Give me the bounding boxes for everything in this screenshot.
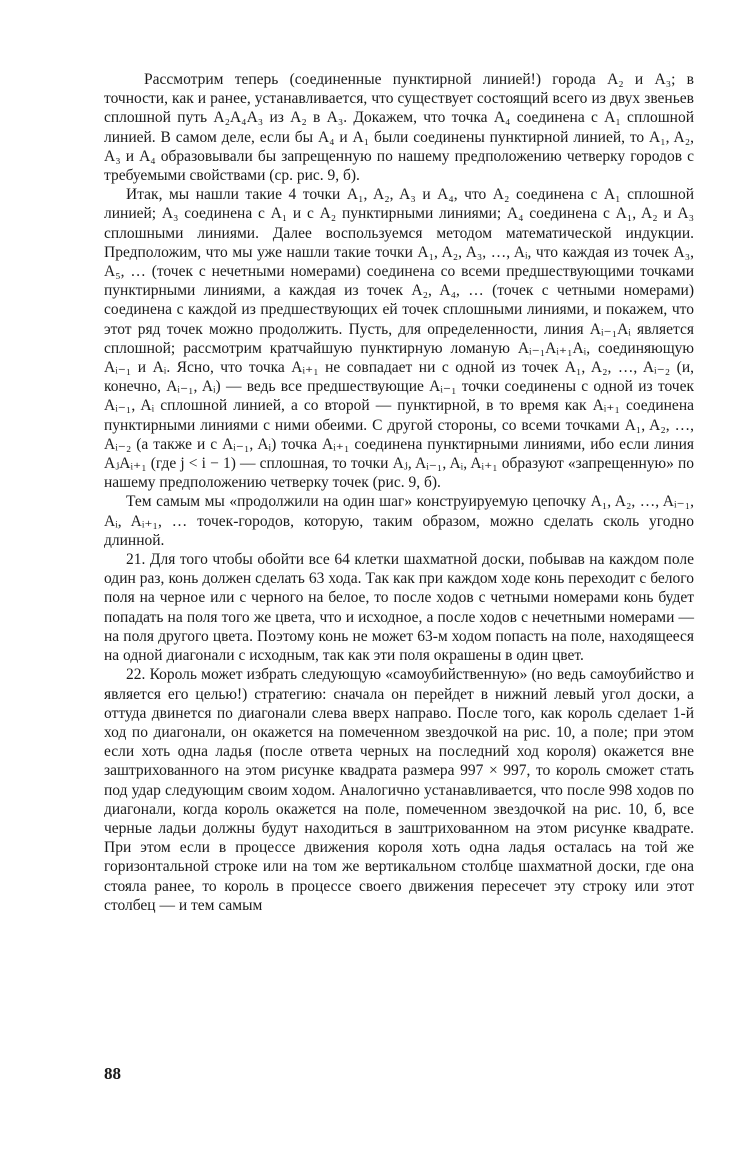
- paragraph-1: Рассмотрим теперь (соединенные пунктирной линией!) города A₂ и A₃; в точности, как и ранее, устанавливается, что существует состоящий всего из двух звеньев сплошной путь A₂A₄A₃ из A₂ в A₃. Докажем, что точка A₄ соединена с A₁ сплошной линией. В самом деле, если бы A₄ и A₁ были соединены пунктирной линией, то A₁, A₂, A₃ и A₄ образовывали бы запрещенную по нашему предположению четверку городов с требуемыми свойствами (ср. рис. 9, б).: [104, 71, 694, 185]
- page-number: 88: [104, 1064, 121, 1083]
- paragraph-2: Итак, мы нашли такие 4 точки A₁, A₂, A₃ и A₄, что A₂ соединена с A₁ сплошной линией; A₃ соединена с A₁ и с A₂ пунктирными линиями; A₄ соединена с A₁, A₂ и A₃ сплошными линиями. Далее воспользуемся методом математической индукции. Предположим, что мы уже нашли такие точки A₁, A₂, A₃, …, Aᵢ, что каждая из точек A₃, A₅, … (точек с нечетными номерами) соединена со всеми предшествующими точками пунктирными линиями, а каждая из точек A₂, A₄, … (точек с четными номерами) соединена с каждой из предшествующих ей точек сплошными линиями, и покажем, что этот ряд точек можно продолжить. Пусть, для определенности, линия Aᵢ₋₁Aᵢ является сплошной; рассмотрим кратчайшую пунктирную ломаную Aᵢ₋₁Aᵢ₊₁Aᵢ, соединяющую Aᵢ₋₁ и Aᵢ. Ясно, что точка Aᵢ₊₁ не совпадает ни с одной из точек A₁, A₂, …, Aᵢ₋₂ (и, конечно, Aᵢ₋₁, Aᵢ) — ведь все предшествующие Aᵢ₋₁ точки соединены с одной из точек Aᵢ₋₁, Aᵢ сплошной линией, а со второй — пунктирной, в то время как Aᵢ₊₁ соединена пунктирными линиями с ними обеими. С другой стороны, со всеми точками A₁, A₂, …, Aᵢ₋₂ (а также и с Aᵢ₋₁, Aᵢ) точка Aᵢ₊₁ соединена пунктирными линиями, ибо если линия AⱼAᵢ₊₁ (где j < i − 1) — сплошная, то точки Aⱼ, Aᵢ₋₁, Aᵢ, Aᵢ₊₁ образуют «запрещенную» по нашему предположению четверку точек (рис. 9, б).: [104, 186, 694, 492]
- page-body: [104, 70, 694, 915]
- paragraph-problem-22: 22. Король может избрать следующую «самоубийственную» (но ведь самоубийство и является его целью!) стратегию: сначала он перейдет в нижний левый угол доски, а оттуда двинется по диагонали слева вверх направо. После того, как король сделает 1-й ход по диагонали, он окажется на помеченном звездочкой на рис. 10, а поле; при этом если хоть одна ладья (после ответа черных на последний ход короля) окажется вне заштрихованного на этом рисунке квадрата размера 997 × 997, то король сможет стать под удар следующим своим ходом. Аналогично устанавливается, что после 998 ходов по диагонали, когда король окажется на поле, помеченном звездочкой на рис. 10, б, все черные ладьи должны будут находиться в заштрихованном на этом рисунке квадрате. При этом если в процессе движения короля хоть одна ладья осталась на той же горизонтальной строке или на том же вертикальном столбце шахматной доски, где она стояла ранее, то король в процессе своего движения пересечет эту строку или этот столбец — и тем самым: [104, 666, 694, 914]
- paragraph-3: Тем самым мы «продолжили на один шаг» конструируемую цепочку A₁, A₂, …, Aᵢ₋₁, Aᵢ, Aᵢ₊₁, … точек-городов, которую, таким образом, можно сделать сколь угодно длинной.: [104, 493, 694, 549]
- paragraph-problem-21: 21. Для того чтобы обойти все 64 клетки шахматной доски, побывав на каждом поле один раз, конь должен сделать 63 хода. Так как при каждом ходе конь переходит с белого поля на черное или с черного на белое, то после ходов с четными номерами конь будет попадать на поля того же цвета, что и исходное, а после ходов с нечетными номерами — на поля другого цвета. Поэтому конь не может 63-м ходом попасть на поле, находящееся на одной диагонали с исходным, так как эти поля окрашены в один цвет.: [104, 551, 694, 665]
